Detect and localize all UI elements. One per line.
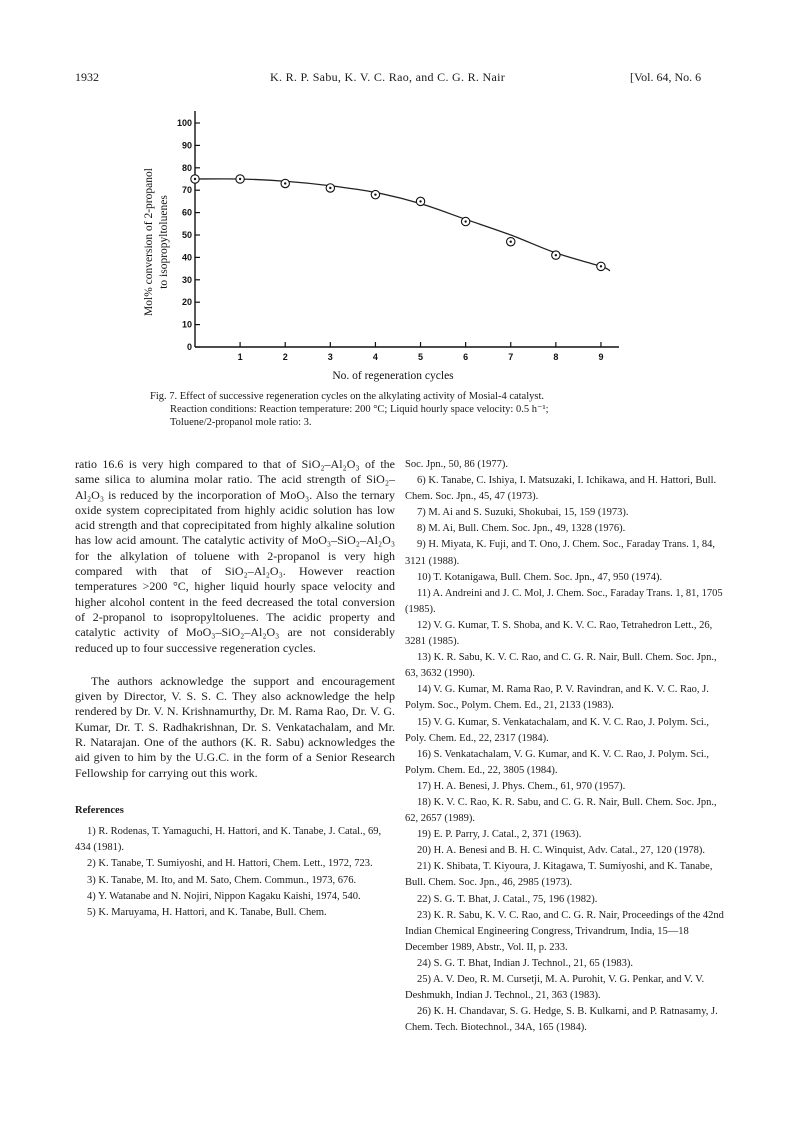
data-point-dot [329, 187, 331, 189]
body-paragraph: ratio 16.6 is very high compared to that of SiO₂–Al₂O₃ of the same silica to alumina molar ratio. The acid strength of SiO₂–Al₂O₃ is reduced by the incorporation of MoO₃. Also the ternary oxide system coprecipitated from highly acidic solution has low acid strength and that coprecipitated from highly alkaline solution has low acid amount. The catalytic activity of MoO₃–SiO₂–Al₂O₃ for the alkylation of toluene with 2-propanol is very high compared with that of SiO₂–Al₂O₃. However reaction temperatures >200 °C, higher liquid hourly space velocity and higher alcohol content in the feed decreased the total conversion of 2-propanol to isopropyltoluenes. The acidic property and catalytic activity of MoO₃–SiO₂–Al₂O₃ are not considerably reduced up to four successive regeneration cycles. [75, 457, 395, 655]
y-tick-label: 40 [181, 252, 192, 263]
x-tick-label: 4 [372, 352, 378, 362]
data-point [552, 251, 560, 259]
reference-item: 24) S. G. T. Bhat, Indian J. Technol., 21, 65 (1983). [417, 957, 633, 969]
reference-item: 25) A. V. Deo, R. M. Cursetji, M. A. Purohit, V. G. Penkar, and V. V. Deshmukh, Indian J. Technol., 21, 363 (1983). [405, 974, 705, 1002]
reference-item: 14) V. G. Kumar, M. Rama Rao, P. V. Ravindran, and K. V. C. Rao, J. Polym. Soc., Polym. Chem. Ed., 21, 2133 (1983). [405, 684, 709, 712]
data-point-dot [555, 254, 557, 256]
chart-axes [195, 111, 619, 347]
data-point [236, 175, 244, 183]
reference-item: 22) S. G. T. Bhat, J. Catal., 75, 196 (1982). [417, 893, 598, 905]
data-point [281, 179, 289, 187]
regeneration-cycles-chart [130, 100, 640, 385]
reference-item: 2) K. Tanabe, T. Sumiyoshi, and H. Hattori, Chem. Lett., 1972, 723. [87, 858, 373, 870]
reference-item: 5) K. Maruyama, H. Hattori, and K. Tanabe, Bull. Chem. [87, 906, 327, 918]
data-point [326, 184, 334, 192]
reference-item: 15) V. G. Kumar, S. Venkatachalam, and K. V. C. Rao, J. Polym. Sci., Poly. Chem. Ed., 22, 2317 (1984). [405, 716, 710, 744]
reference-item: 23) K. R. Sabu, K. V. C. Rao, and C. G. R. Nair, Proceedings of the 42nd Indian Chemical Engineering Congress, Trivandrum, India, 15—18 December 1989, Abstr., Vol. II, p. 233. [405, 909, 724, 953]
data-point-dot [419, 200, 421, 202]
reference-list-right [405, 457, 725, 1036]
data-point [416, 197, 424, 205]
y-axis-label-2: to isopropyltoluenes [158, 195, 170, 289]
reference-list-left [75, 824, 395, 921]
caption-line-3: Toluene/2-propanol mole ratio: 3. [170, 417, 312, 428]
y-tick-label: 90 [181, 140, 192, 151]
reference-item: 20) H. A. Benesi and B. H. C. Winquist, Adv. Catal., 27, 120 (1978). [417, 845, 706, 857]
conversion-curve [195, 179, 610, 271]
y-tick-label: 100 [176, 118, 192, 128]
x-tick-label: 2 [282, 352, 288, 362]
y-tick-label: 60 [181, 207, 192, 218]
references-heading: References [75, 804, 124, 816]
y-tick-label: 20 [181, 297, 192, 308]
x-tick-label: 9 [598, 352, 604, 362]
running-header-authors: K. R. P. Sabu, K. V. C. Rao, and C. G. R. Nair [270, 70, 506, 84]
reference-item: 4) Y. Watanabe and N. Nojiri, Nippon Kagaku Kaishi, 1974, 540. [87, 890, 361, 902]
caption-line-2: Reaction conditions: Reaction temperature: 200 °C; Liquid hourly space velocity: 0.5 h⁻¹; [170, 404, 549, 415]
running-header-volume: [Vol. 64, No. 6 [630, 70, 702, 84]
data-point-dot [600, 265, 602, 267]
right-column [405, 457, 725, 1036]
acknowledgement-paragraph: The authors acknowledge the support and encouragement given by Director, V. S. S. C. They also acknowledge the help rendered by Dr. V. N. Krishnamurthy, Dr. M. Rama Rao, Dr. V. G. Kumar, Dr. T. S. Radhakrishnan, Dr. S. Venkatachalam, and Mr. R. Natarajan. One of the authors (K. R. Sabu) acknowledges the aid given to him by the U.G.C. in the form of a Senior Research Fellowship for carrying out this work. [75, 673, 395, 780]
y-tick-label: 80 [181, 162, 192, 173]
reference-item: 11) A. Andreini and J. C. Mol, J. Chem. Soc., Faraday Trans. 1, 81, 1705 (1985). [405, 587, 723, 615]
data-point-dot [510, 241, 512, 243]
x-axis-label: No. of regeneration cycles [332, 370, 454, 382]
data-point-dot [194, 178, 196, 180]
page-number: 1932 [75, 70, 99, 84]
reference-item: 9) H. Miyata, K. Fuji, and T. Ono, J. Chem. Soc., Faraday Trans. 1, 84, 3121 (1988). [405, 539, 715, 567]
caption-line-1: Fig. 7. Effect of successive regeneration cycles on the alkylating activity of Mosial-4 catalyst. [150, 391, 545, 402]
data-point [597, 262, 605, 270]
data-point-dot [374, 193, 376, 195]
reference-item: 18) K. V. C. Rao, K. R. Sabu, and C. G. R. Nair, Bull. Chem. Soc. Jpn., 62, 2657 (1989). [405, 796, 717, 825]
y-tick-label: 50 [181, 230, 192, 240]
reference-item: 21) K. Shibata, T. Kiyoura, J. Kitagawa, T. Sumiyoshi, and K. Tanabe, Bull. Chem. Soc. Jpn., 46, 2985 (1973). [405, 861, 713, 889]
y-tick-label: 0 [186, 342, 192, 352]
reference-item: 17) H. A. Benesi, J. Phys. Chem., 61, 970 (1957). [417, 780, 626, 792]
data-point [191, 175, 199, 183]
x-axis-ticks [238, 342, 604, 362]
reference-item: 7) M. Ai and S. Suzuki, Shokubai, 15, 159 (1973). [417, 507, 629, 519]
x-tick-label: 8 [553, 352, 559, 362]
data-point [507, 238, 515, 246]
reference-item: 1) R. Rodenas, T. Yamaguchi, H. Hattori, and K. Tanabe, J. Catal., 69, 434 (1981). [75, 826, 382, 854]
y-tick-label: 70 [181, 185, 192, 196]
data-point-dot [284, 182, 286, 184]
y-tick-label: 30 [181, 274, 192, 285]
reference-item: Soc. Jpn., 50, 86 (1977). [405, 459, 508, 470]
left-column [75, 457, 395, 921]
x-tick-label: 7 [508, 352, 514, 362]
y-tick-label: 10 [181, 319, 192, 330]
x-tick-label: 3 [327, 352, 333, 362]
x-tick-label: 5 [418, 352, 424, 362]
reference-item: 19) E. P. Parry, J. Catal., 2, 371 (1963). [417, 829, 582, 841]
y-axis-label: Mol% conversion of 2-propanol [143, 168, 155, 316]
x-tick-label: 1 [237, 352, 243, 362]
data-point [371, 190, 379, 198]
data-point [461, 217, 469, 225]
reference-item: 26) K. H. Chandavar, S. G. Hedge, S. B. Kulkarni, and P. Ratnasamy, J. Chem. Tech. Biotechnol., 34A, 165 (1984). [405, 1006, 718, 1034]
data-points [191, 175, 605, 271]
reference-item: 10) T. Kotanigawa, Bull. Chem. Soc. Jpn., 47, 950 (1974). [417, 571, 663, 583]
figure-caption [150, 390, 670, 429]
reference-item: 16) S. Venkatachalam, V. G. Kumar, and K. V. C. Rao, J. Polym. Sci., Polym. Chem. Ed., 22, 3805 (1984). [405, 748, 710, 776]
reference-item: 8) M. Ai, Bull. Chem. Soc. Jpn., 49, 1328 (1976). [417, 523, 626, 535]
data-point-dot [464, 220, 466, 222]
data-point-dot [239, 178, 241, 180]
reference-item: 6) K. Tanabe, C. Ishiya, I. Matsuzaki, I. Ichikawa, and H. Hattori, Bull. Chem. Soc. Jpn., 45, 47 (1973). [405, 475, 717, 503]
reference-item: 12) V. G. Kumar, T. S. Shoba, and K. V. C. Rao, Tetrahedron Lett., 26, 3281 (1985). [405, 619, 713, 648]
reference-item: 3) K. Tanabe, M. Ito, and M. Sato, Chem. Commun., 1973, 676. [87, 874, 357, 886]
y-axis-ticks [177, 118, 200, 352]
x-tick-label: 6 [463, 352, 469, 362]
reference-item: 13) K. R. Sabu, K. V. C. Rao, and C. G. R. Nair, Bull. Chem. Soc. Jpn., 63, 3632 (1990). [405, 652, 717, 680]
